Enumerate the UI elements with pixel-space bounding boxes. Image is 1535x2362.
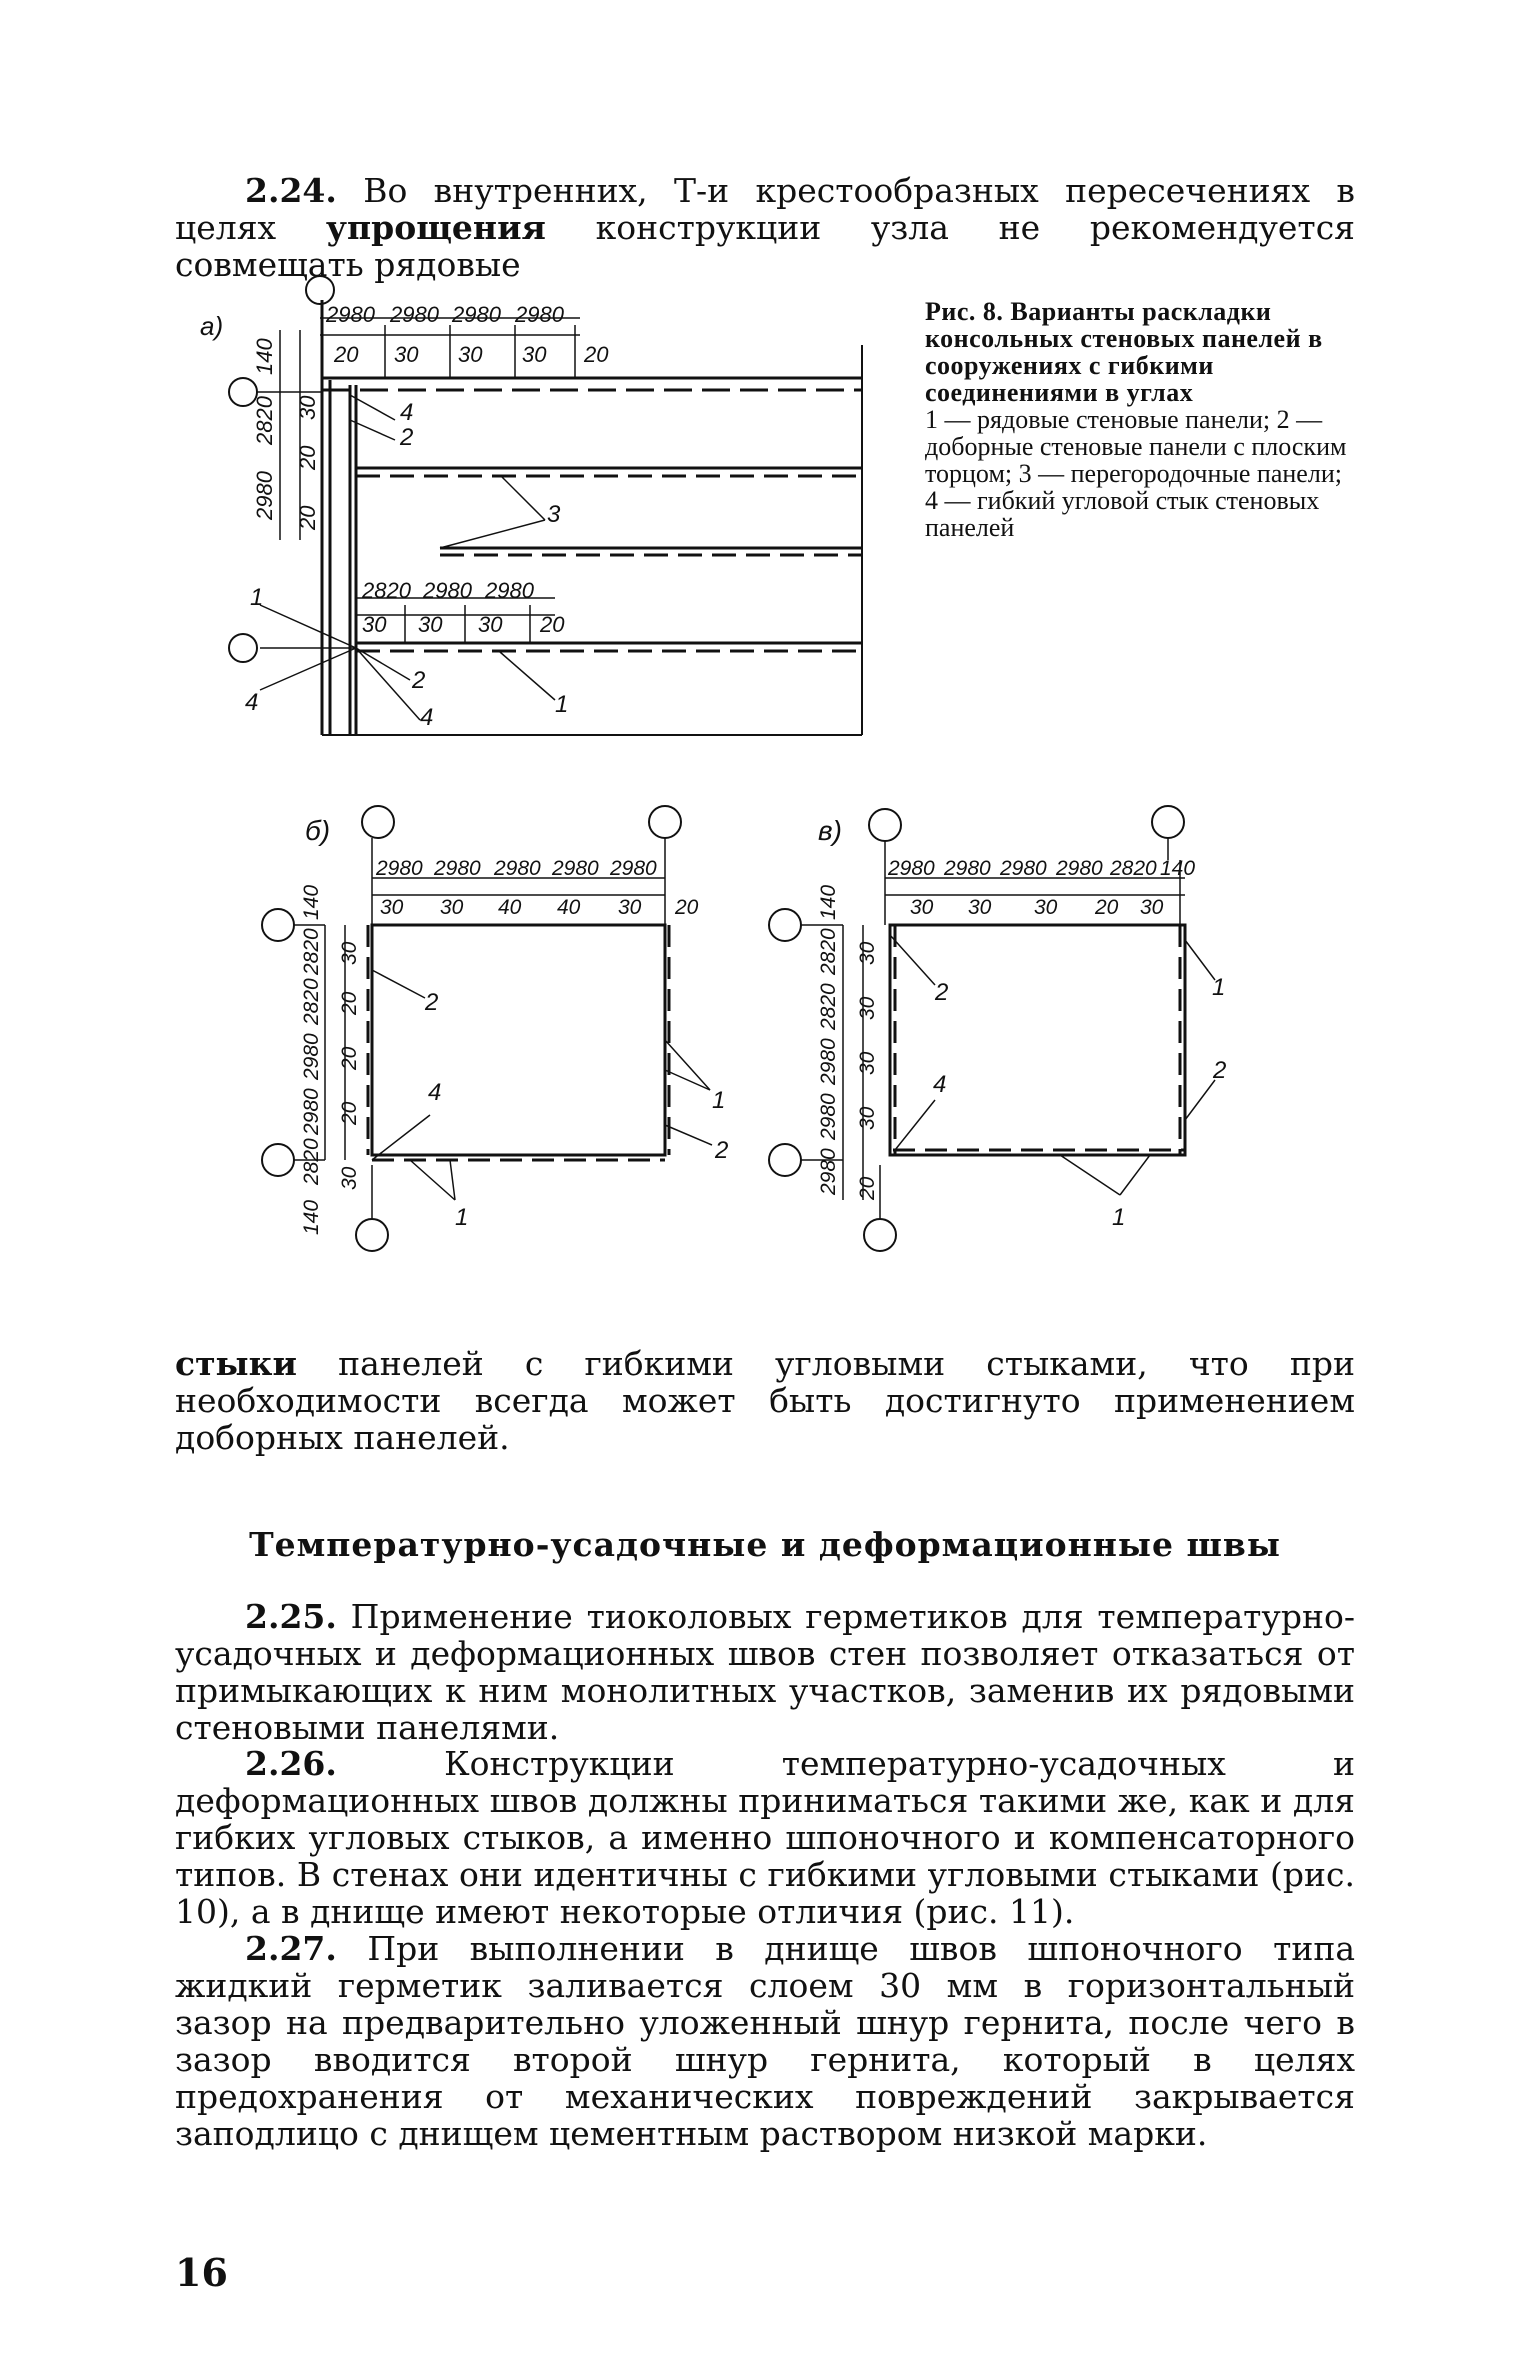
panel-c-top-length-6: 140 (1160, 857, 1196, 880)
panel-c-side-gap-3: 30 (856, 1051, 879, 1075)
panel-c-side-length-4: 2980 (817, 1038, 840, 1085)
panel-b-callout-2b: 2 (715, 1137, 729, 1164)
panel-b-top-gap-4: 40 (557, 896, 581, 919)
panel-a-top-length-4: 2980 (515, 302, 564, 327)
panel-a-top-gap-1: 20 (334, 342, 359, 367)
panel-a-mid-length-1: 2820 (362, 578, 411, 603)
panel-b-callout-1: 1 (455, 1204, 469, 1231)
panel-c-top-gap-1: 30 (910, 896, 934, 919)
panel-b-side-gap-5: 30 (338, 1166, 361, 1190)
panel-c-callout-1b: 1 (1212, 974, 1226, 1001)
panel-a-top-gap-4: 30 (522, 342, 547, 367)
intro-text-a: Во внутренних, Т-и крестообразных пересечениях в целях (175, 171, 1355, 247)
panel-b-top-gap-5: 30 (618, 896, 642, 919)
paragraph-2-25-number: 2.25. (245, 1597, 337, 1636)
panel-c-side-length-5: 2980 (817, 1093, 840, 1140)
panel-c-top-length-3: 2980 (1000, 857, 1047, 880)
panel-c-side-length-3: 2820 (817, 983, 840, 1030)
panel-c-label: в) (818, 815, 842, 846)
panel-a-callout-2b: 2 (412, 667, 426, 694)
panel-a-top-gap-2: 30 (394, 342, 419, 367)
panel-c-side-gap-2: 30 (856, 996, 879, 1020)
panel-c-callout-2b: 2 (1213, 1057, 1227, 1084)
panel-c-top-length-2: 2980 (944, 857, 991, 880)
panel-c-top-length-5: 2820 (1110, 857, 1157, 880)
panel-a-mid-gap-1: 30 (362, 612, 387, 637)
panel-b-top-gap-1: 30 (380, 896, 404, 919)
panel-c-side-length-2: 2820 (817, 928, 840, 975)
panel-b-side-length-2: 2820 (300, 928, 323, 975)
panel-a-callout-1b: 1 (555, 691, 569, 718)
panel-b-top-gap-3: 40 (498, 896, 522, 919)
panel-b-top-length-2: 2980 (434, 857, 481, 880)
panel-b-top-length-1: 2980 (376, 857, 423, 880)
panel-a-side-length-2: 2820 (252, 396, 277, 445)
continuation-bold: стыки (175, 1344, 297, 1383)
panel-a-callout-2: 2 (400, 424, 414, 451)
panel-a-top-gap-5: 20 (584, 342, 609, 367)
panel-b-side-length-7: 140 (300, 1199, 323, 1235)
panel-b-side-gap-1: 30 (338, 941, 361, 965)
panel-c-top-gap-5: 30 (1140, 896, 1164, 919)
panel-a-callout-1: 1 (250, 584, 264, 611)
panel-a-callout-3: 3 (547, 501, 561, 528)
intro-bold-word: упрощения (325, 208, 546, 247)
paragraph-2-27-text: При выполнении в днище швов шпоночного типа жидкий герметик заливается слоем 30 мм в горизонтальный зазор на предварительно уложенный шнур гернита, после чего в зазор вводится второй шнур гернита, который в целях предохранения от механических повреждений закрывается заподлицо с днищем цементным раствором низкой марки. (175, 1929, 1355, 2153)
panel-b-side-gap-4: 20 (338, 1101, 361, 1125)
panel-c-callout-1: 1 (1112, 1204, 1126, 1231)
panel-a-top-length-1: 2980 (326, 302, 375, 327)
panel-b-callout-1b: 1 (712, 1087, 726, 1114)
continuation-text: панелей с гибкими угловыми стыками, что при необходимости всегда может быть достигнуто применением доборных панелей. (175, 1344, 1355, 1457)
paragraph-2-26 (175, 1745, 1355, 1930)
panel-a-callout-4c: 4 (420, 704, 434, 731)
panel-b-side-length-1: 140 (300, 884, 323, 920)
panel-c-side-gap-1: 30 (856, 941, 879, 965)
section-heading: Температурно-усадочные и деформационные швы (249, 1525, 1281, 1564)
panel-b-side-gap-2: 20 (338, 991, 361, 1015)
panel-c-top-length-1: 2980 (888, 857, 935, 880)
paragraph-2-27 (175, 1930, 1355, 2152)
paragraph-2-27-number: 2.27. (245, 1929, 337, 1968)
panel-a-side-gap-1: 30 (295, 395, 320, 420)
panel-a-callout-4b: 4 (245, 689, 259, 716)
panel-a-label: а) (200, 311, 224, 341)
panel-a-mid-gap-4: 20 (540, 612, 565, 637)
panel-a-side-length-3: 2980 (252, 471, 277, 520)
panel-a-side-length-1: 140 (252, 338, 277, 375)
panel-a-top-length-3: 2980 (452, 302, 501, 327)
panel-a-mid-length-3: 2980 (485, 578, 534, 603)
panel-a-top-length-2: 2980 (390, 302, 439, 327)
panel-b-top-gap-2: 30 (440, 896, 464, 919)
panel-a-mid-gap-3: 30 (478, 612, 503, 637)
panel-b-top-length-3: 2980 (494, 857, 541, 880)
panel-c-side-length-6: 2980 (817, 1148, 840, 1195)
panel-b-side-length-3: 2820 (300, 978, 323, 1025)
panel-b-side-length-6: 2820 (300, 1138, 323, 1185)
panel-c-callout-2: 2 (935, 979, 949, 1006)
panel-b-side-gap-3: 20 (338, 1046, 361, 1070)
panel-b-top-gap-6: 20 (675, 896, 699, 919)
paragraph-2-26-number: 2.26. (245, 1744, 337, 1783)
panel-b-label: б) (305, 815, 331, 846)
panel-b-callout-4: 4 (428, 1079, 442, 1106)
panel-c-side-length-1: 140 (817, 884, 840, 920)
paragraph-2-25 (175, 1598, 1355, 1746)
panel-c-callout-4: 4 (933, 1071, 947, 1098)
panel-b-side-length-5: 2980 (300, 1088, 323, 1135)
panel-c-top-gap-2: 30 (968, 896, 992, 919)
panel-a-side-gap-2: 20 (295, 445, 320, 470)
intro-number: 2.24. (245, 171, 337, 210)
paragraph-2-26-text: Конструкции температурно-усадочных и деформационных швов должны приниматься такими же, как и для гибких угловых стыков, а именно шпоночного и компенсаторного типов. В стенах они идентичны с гибкими угловыми стыками (рис. 10), а в днище имеют некоторые отличия (рис. 11). (175, 1744, 1355, 1931)
caption-legend: 1 — рядовые стеновые панели; 2 — доборные стеновые панели с плоским торцом; 3 — перегородочные панели; 4 — гибкий угловой стык стеновых панелей (925, 405, 1347, 542)
panel-a-mid-gap-2: 30 (418, 612, 443, 637)
intro-text-b: конструкции узла не рекомендуется совмещать рядовые (175, 208, 1355, 284)
panel-c-side-gap-5: 20 (856, 1176, 879, 1200)
panel-c-top-gap-3: 30 (1034, 896, 1058, 919)
panel-c-top-length-4: 2980 (1056, 857, 1103, 880)
panel-a-mid-length-2: 2980 (423, 578, 472, 603)
panel-b-top-length-4: 2980 (552, 857, 599, 880)
panel-c-top-gap-4: 20 (1095, 896, 1119, 919)
panel-b-callout-2: 2 (425, 989, 439, 1016)
panel-c-side-gap-4: 30 (856, 1106, 879, 1130)
page-number: 16 (175, 2250, 228, 2295)
caption-title: Рис. 8. Варианты раскладки консольных стеновых панелей в сооружениях с гибкими соединениями в углах (925, 297, 1323, 407)
panel-b-top-length-5: 2980 (610, 857, 657, 880)
panel-b-side-length-4: 2980 (300, 1033, 323, 1080)
panel-a-top-gap-3: 30 (458, 342, 483, 367)
paragraph-2-25-text: Применение тиоколовых герметиков для температурно-усадочных и деформационных швов стен позволяет отказаться от примыкающих к ним монолитных участков, заменив их рядовыми стеновыми панелями. (175, 1597, 1355, 1747)
panel-a-side-gap-3: 20 (295, 505, 320, 530)
panel-a-callout-4: 4 (400, 399, 414, 426)
continuation-paragraph (175, 1345, 1355, 1456)
